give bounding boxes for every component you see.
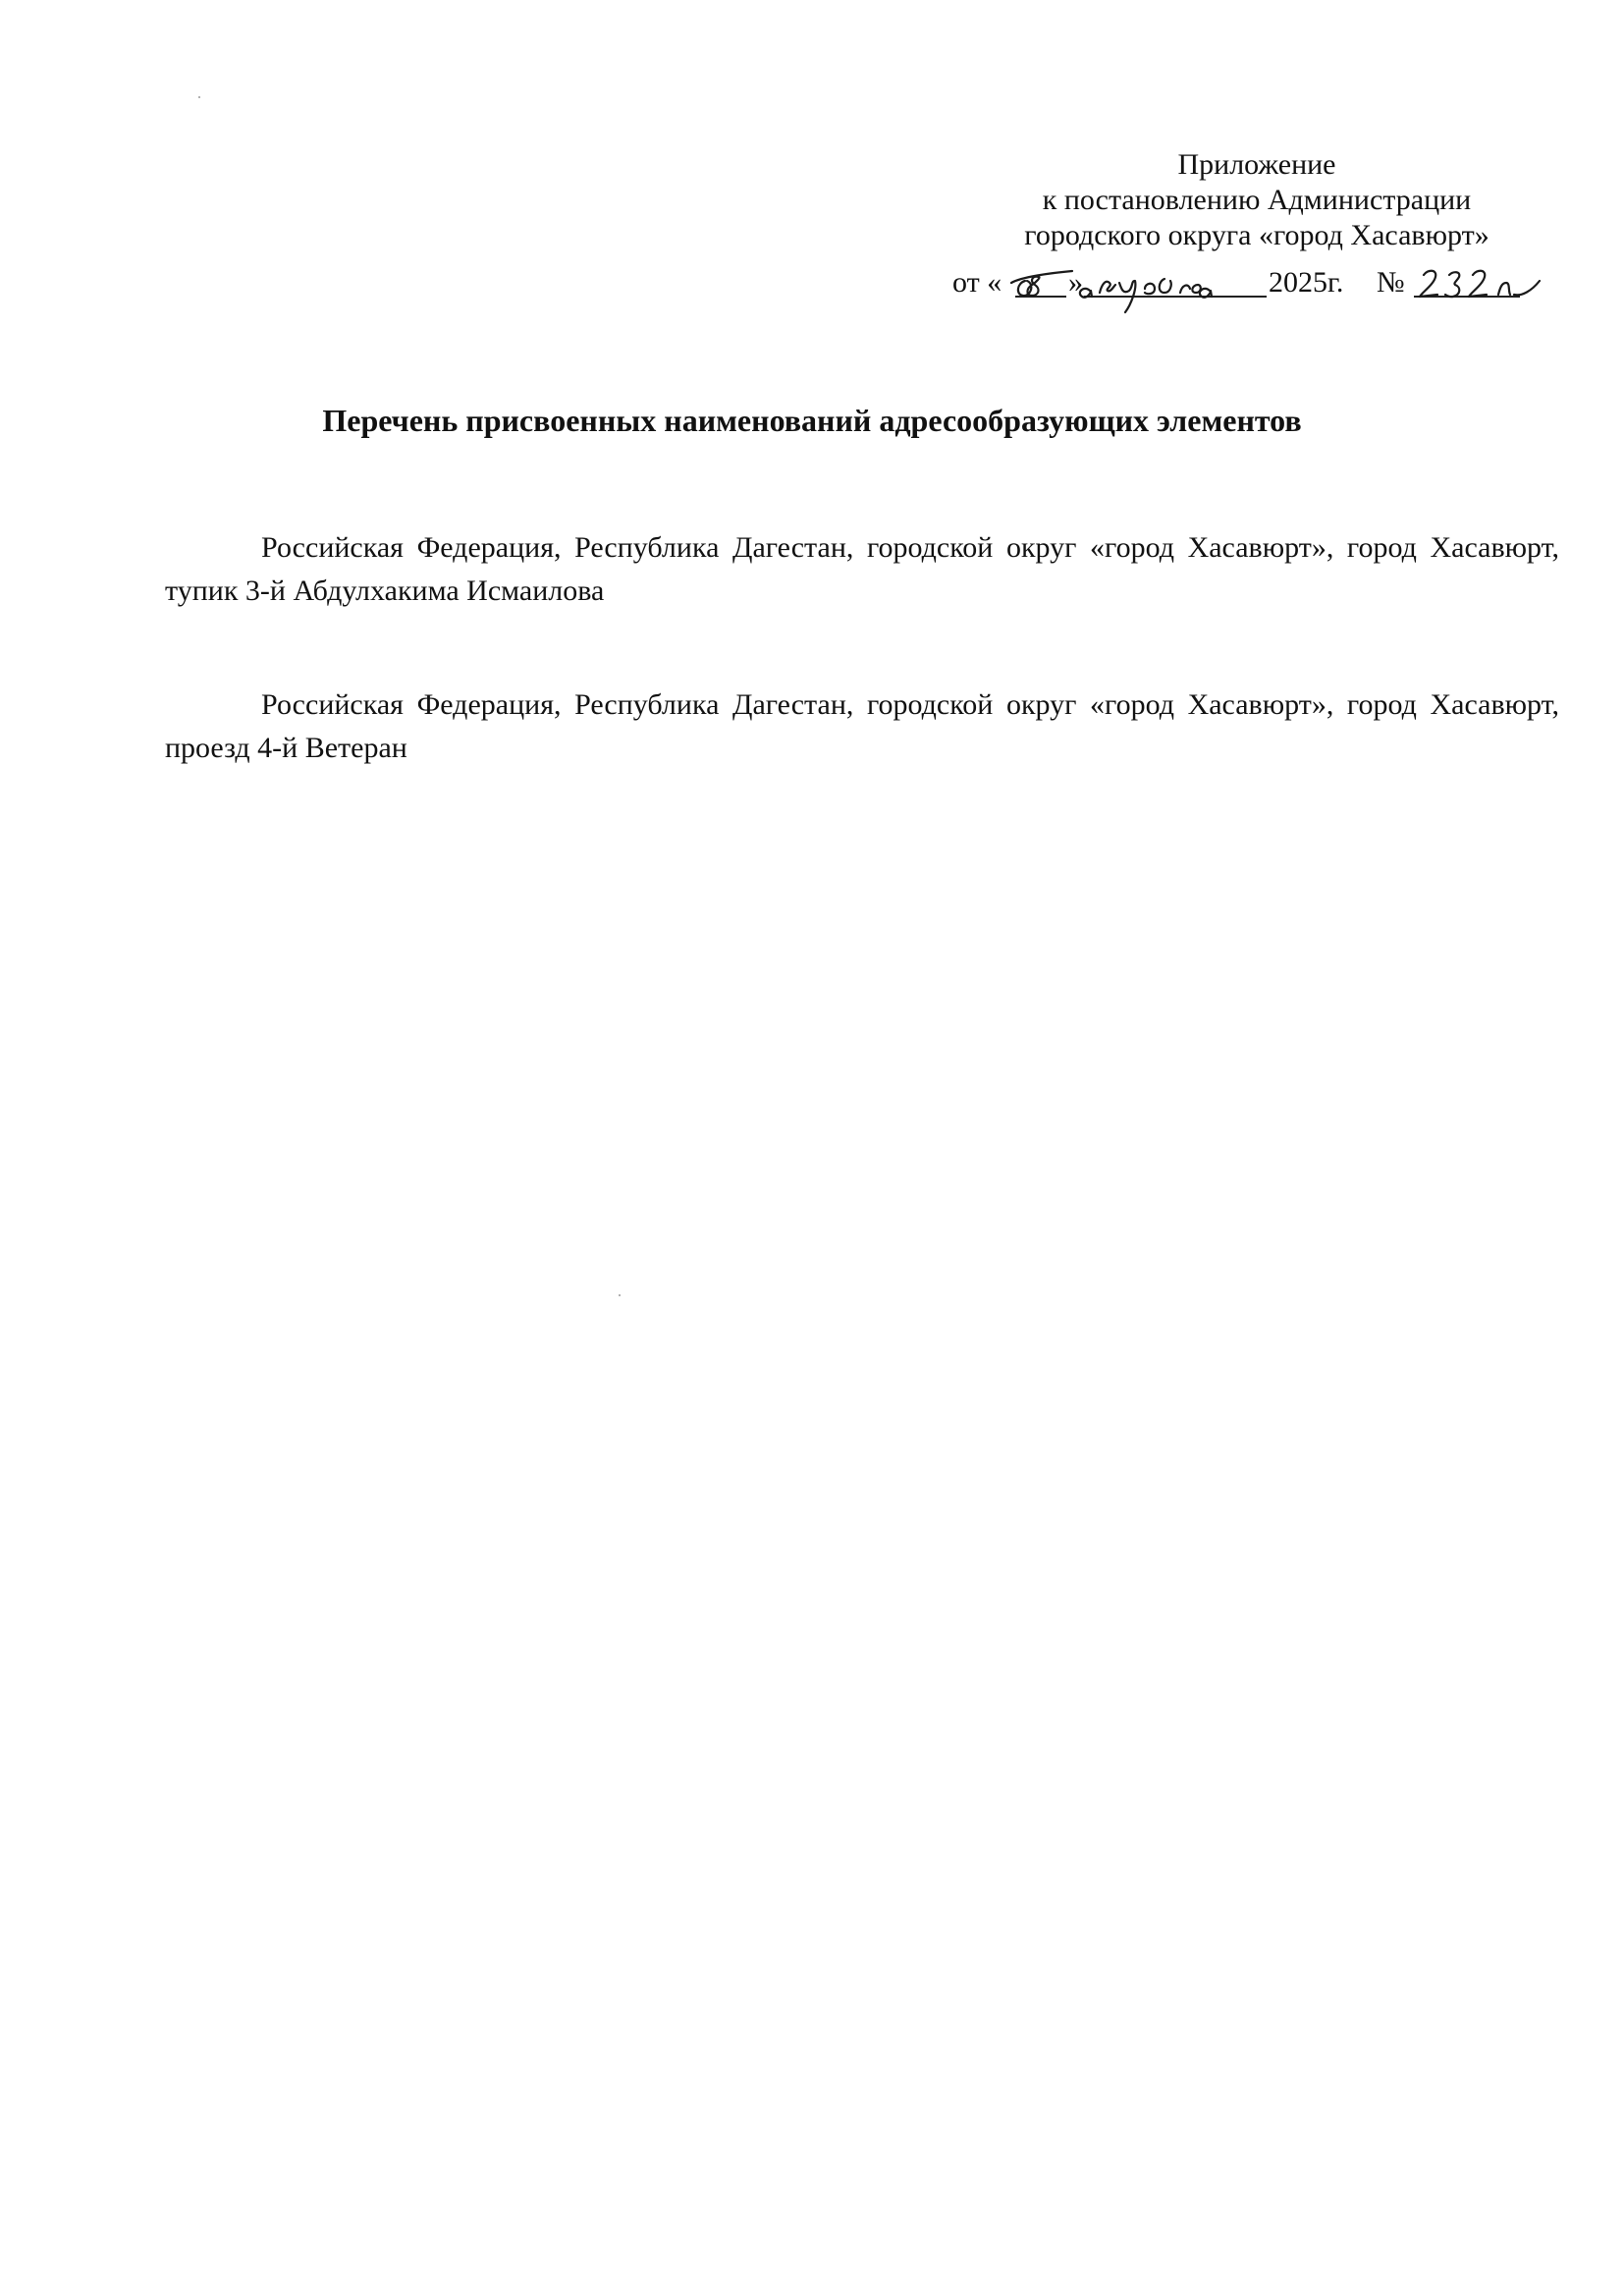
appendix-title: Приложение [1177,148,1336,181]
date-quote-close: » [1068,266,1083,299]
number-sign: № [1377,266,1405,299]
handwritten-day [1011,271,1072,296]
address-entry-2: Российская Федерация, Республика Дагестан, городской округ «город Хасавюрт», город Хасавюрт, проезд 4-й Ветеран [165,688,1559,764]
document-heading: Перечень присвоенных наименований адресообразующих элементов [322,403,1302,438]
handwriting-svg [952,253,1581,322]
address-entry-1: Российская Федерация, Республика Дагестан, городской округ «город Хасавюрт», город Хасавюрт, тупик 3-й Абдулхакима Исмаилова [165,531,1559,607]
appendix-block [923,147,1591,253]
date-year: 2025г. [1269,266,1344,299]
scan-speck [198,96,200,98]
handwritten-month [1080,279,1212,312]
appendix-line-district: городского округа «город Хасавюрт» [1024,219,1489,251]
handwritten-number [1420,271,1540,297]
date-prefix: от « [952,266,1002,299]
appendix-line-decree: к постановлению Администрации [1042,184,1472,216]
date-number-line [952,253,1581,312]
scan-speck [619,1294,621,1296]
